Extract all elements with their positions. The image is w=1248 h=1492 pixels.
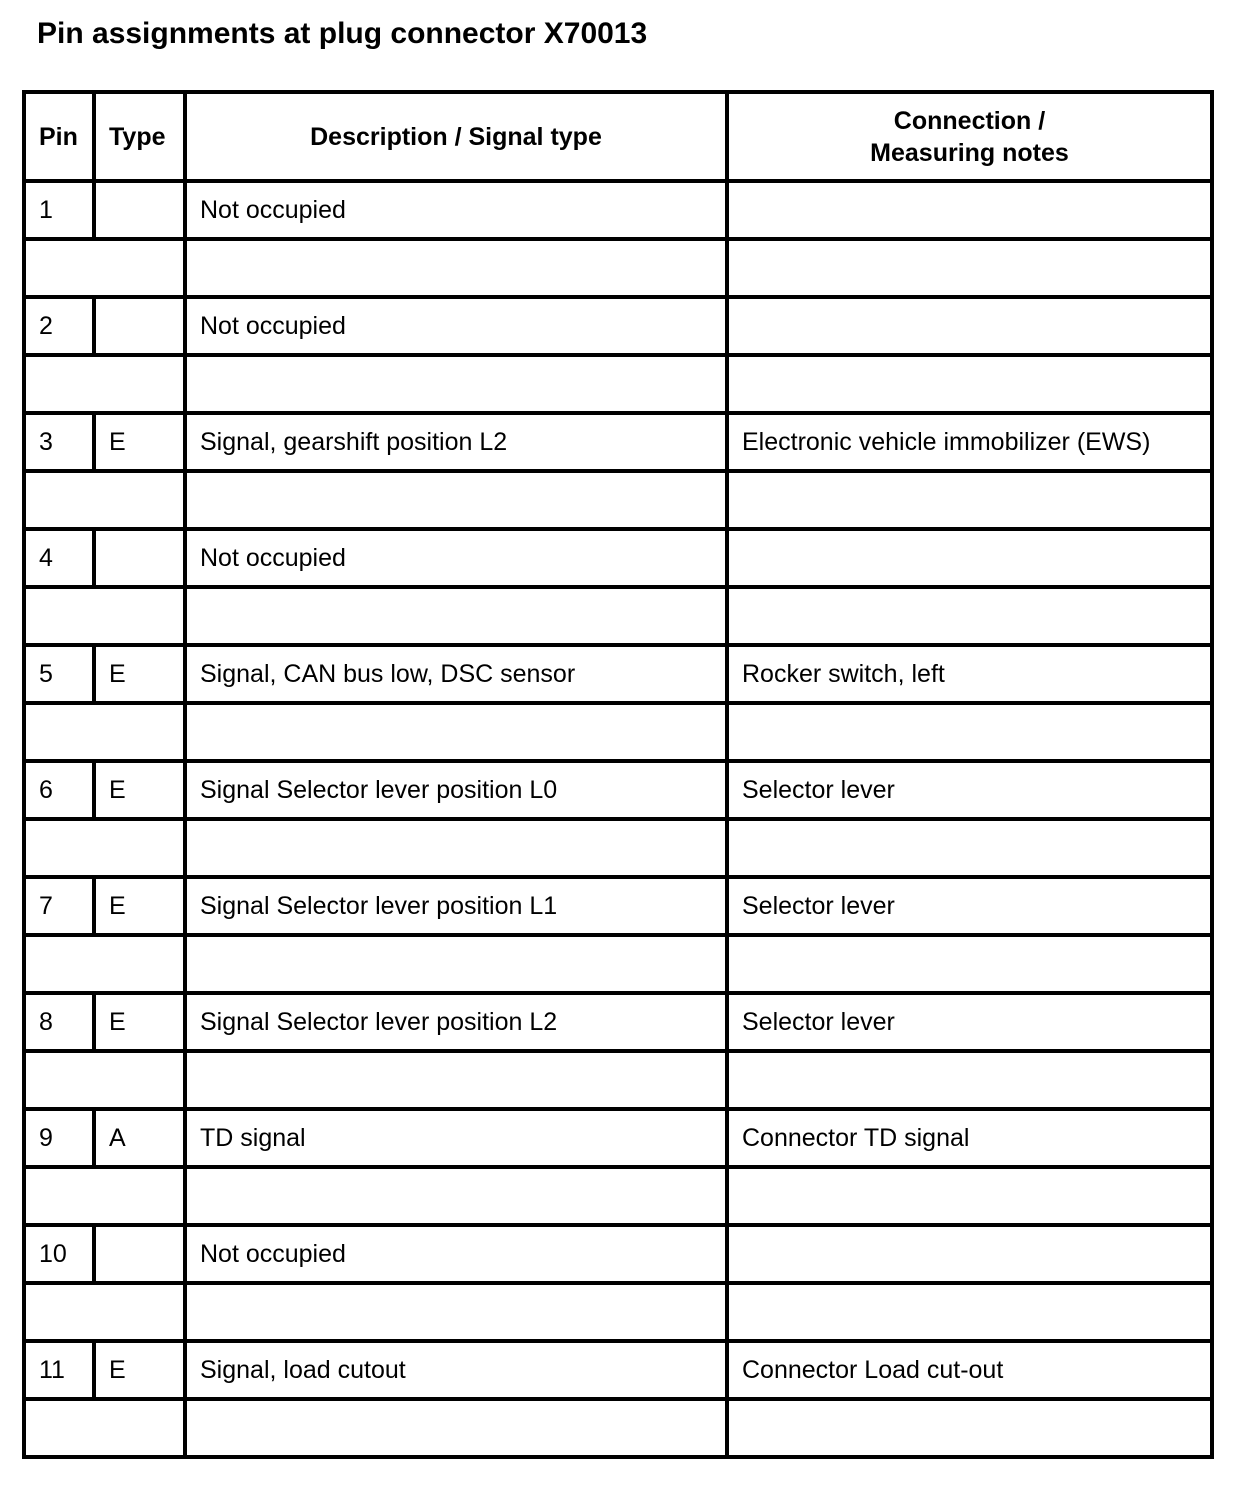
header-connection [727,92,1212,181]
spacer-cell [185,471,727,529]
pin-cell: 8 [24,993,94,1051]
spacer-cell [24,587,185,645]
type-cell: E [94,877,185,935]
table-row [24,645,1212,703]
type-cell [94,297,185,355]
connection-cell: Electronic vehicle immobilizer (EWS) [727,413,1212,471]
header-connection-line2: Measuring notes [870,138,1069,167]
spacer-cell [185,1399,727,1457]
description-cell: Not occupied [185,297,727,355]
spacer-row [24,819,1212,877]
type-cell: E [94,993,185,1051]
spacer-cell [185,587,727,645]
description-cell: Not occupied [185,529,727,587]
spacer-row [24,1399,1212,1457]
spacer-row [24,935,1212,993]
type-cell: E [94,761,185,819]
spacer-cell [24,239,185,297]
spacer-cell [727,587,1212,645]
description-cell: Not occupied [185,1225,727,1283]
table-row [24,529,1212,587]
description-cell: Signal, CAN bus low, DSC sensor [185,645,727,703]
spacer-cell [24,355,185,413]
pin-cell: 4 [24,529,94,587]
spacer-cell [185,1167,727,1225]
connection-cell: Selector lever [727,993,1212,1051]
connection-cell: Selector lever [727,761,1212,819]
pin-cell: 9 [24,1109,94,1167]
table-row [24,1225,1212,1283]
connection-cell [727,297,1212,355]
type-cell: E [94,645,185,703]
pin-cell: 3 [24,413,94,471]
header-connection-line1: Connection / [893,106,1046,135]
description-cell: TD signal [185,1109,727,1167]
description-cell: Signal, gearshift position L2 [185,413,727,471]
spacer-row [24,1051,1212,1109]
spacer-cell [727,819,1212,877]
header-type: Type [94,92,185,181]
header-pin: Pin [24,92,94,181]
connection-cell [727,181,1212,239]
spacer-cell [24,1283,185,1341]
spacer-cell [185,1283,727,1341]
connection-cell [727,1225,1212,1283]
table-row [24,181,1212,239]
connection-cell: Rocker switch, left [727,645,1212,703]
spacer-cell [727,355,1212,413]
type-cell: E [94,413,185,471]
spacer-cell [24,703,185,761]
type-cell: E [94,1341,185,1399]
spacer-row [24,703,1212,761]
description-cell: Signal Selector lever position L1 [185,877,727,935]
type-cell [94,1225,185,1283]
page-title: Pin assignments at plug connector X70013 [37,17,648,50]
table-row [24,413,1212,471]
spacer-cell [727,935,1212,993]
type-cell [94,529,185,587]
pin-cell: 2 [24,297,94,355]
table-row [24,877,1212,935]
description-cell: Signal Selector lever position L0 [185,761,727,819]
spacer-cell [185,819,727,877]
table-row [24,761,1212,819]
spacer-cell [24,935,185,993]
connection-cell: Connector Load cut-out [727,1341,1212,1399]
spacer-cell [24,819,185,877]
pin-assignment-table [22,90,1214,1459]
spacer-cell [727,471,1212,529]
table-body [24,181,1212,1457]
description-cell: Not occupied [185,181,727,239]
pin-cell: 6 [24,761,94,819]
spacer-cell [727,1283,1212,1341]
spacer-row [24,239,1212,297]
description-cell: Signal, load cutout [185,1341,727,1399]
pin-cell: 1 [24,181,94,239]
spacer-cell [727,703,1212,761]
spacer-row [24,1283,1212,1341]
table-row [24,1341,1212,1399]
header-description: Description / Signal type [185,92,727,181]
spacer-cell [185,935,727,993]
pin-cell: 5 [24,645,94,703]
connection-cell [727,529,1212,587]
spacer-cell [727,1051,1212,1109]
pin-cell: 10 [24,1225,94,1283]
connection-cell: Selector lever [727,877,1212,935]
spacer-cell [185,703,727,761]
spacer-row [24,587,1212,645]
spacer-row [24,1167,1212,1225]
table-row [24,297,1212,355]
table-header-row [24,92,1212,181]
spacer-cell [24,471,185,529]
spacer-cell [24,1167,185,1225]
pin-cell: 11 [24,1341,94,1399]
spacer-cell [727,1399,1212,1457]
spacer-cell [24,1051,185,1109]
spacer-row [24,471,1212,529]
spacer-cell [727,239,1212,297]
spacer-cell [185,355,727,413]
description-cell: Signal Selector lever position L2 [185,993,727,1051]
pin-cell: 7 [24,877,94,935]
spacer-cell [185,1051,727,1109]
spacer-row [24,355,1212,413]
connection-cell: Connector TD signal [727,1109,1212,1167]
spacer-cell [24,1399,185,1457]
spacer-cell [185,239,727,297]
spacer-cell [727,1167,1212,1225]
type-cell: A [94,1109,185,1167]
table-row [24,993,1212,1051]
type-cell [94,181,185,239]
table-row [24,1109,1212,1167]
